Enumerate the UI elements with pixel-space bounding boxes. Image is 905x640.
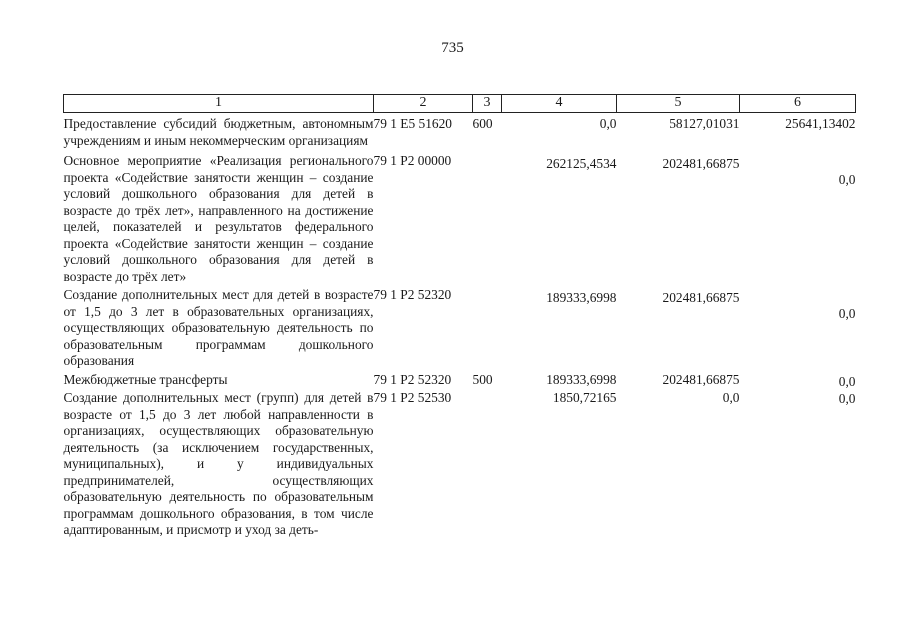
row-col5: 202481,66875: [662, 156, 740, 171]
table-header-row: [64, 95, 856, 113]
table-row: [64, 285, 856, 370]
table-row: [64, 151, 856, 285]
table-row: [64, 113, 856, 152]
row-description: Основное мероприятие «Реализация регионального проекта «Содействие занятости женщин – создание условий дошкольного образования для детей в возрасте до трёх лет», направленного на достижение целей, показателей и результатов федерального проекта «Содействие занятости женщин – создание условий дошкольного образования для детей в возрасте до трёх лет»: [63, 153, 374, 284]
table-row: [64, 370, 856, 391]
row-col6: 0,0: [838, 373, 856, 389]
row-col6: 0,0: [838, 172, 856, 187]
header-col-3: 3: [473, 95, 502, 113]
row-col6: 0,0: [838, 391, 856, 406]
row-col4: 262125,4534: [546, 156, 617, 171]
row-col5: 0,0: [722, 390, 740, 405]
row-description: Межбюджетные трансферты: [63, 371, 228, 387]
row-col4: 1850,72165: [552, 390, 617, 405]
row-code: 79 1 P2 52530: [373, 390, 452, 405]
row-vr: [473, 285, 502, 370]
row-code: 79 1 P2 00000: [373, 153, 452, 168]
row-vr: [473, 151, 502, 285]
row-col5: 58127,01031: [669, 116, 740, 131]
header-col-2: 2: [374, 95, 473, 113]
row-code: 79 1 E5 51620: [373, 116, 452, 131]
row-description: Создание дополнительных мест (групп) для детей в возрасте от 1,5 до 3 лет любой направленности в организациях, осуществляющих образовательную деятельность (за исключением государственных, муниципальных), и у индивидуальных предпринимателей, осуществляющих образовательную деятельность по образовательным программам дошкольного образования, в том числе адаптированным, и присмотр и уход за деть-: [63, 390, 374, 537]
page-number: 735: [441, 40, 464, 56]
row-col5: 202481,66875: [662, 290, 740, 305]
row-vr: 500: [472, 371, 493, 387]
row-description: Создание дополнительных мест для детей в возрасте от 1,5 до 3 лет в образовательных организациях, осуществляющих образовательную деятельность по образовательным программам дошкольного образования: [63, 287, 374, 368]
row-col5: 202481,66875: [662, 371, 740, 387]
row-col6: 25641,13402: [785, 116, 856, 131]
row-code: 79 1 P2 52320: [373, 287, 452, 302]
row-description: Предоставление субсидий бюджетным, автономным учреждениям и иным некоммерческим организациям: [63, 116, 374, 148]
row-code: 79 1 P2 52320: [373, 371, 452, 387]
budget-table: [63, 94, 856, 539]
row-col6: 0,0: [838, 306, 856, 321]
row-vr: 600: [472, 116, 493, 131]
header-col-4: 4: [502, 95, 617, 113]
row-vr: [473, 390, 502, 539]
row-col4: 189333,6998: [546, 371, 617, 387]
header-col-6: 6: [740, 95, 856, 113]
row-col4: 0,0: [599, 116, 617, 131]
row-col4: 189333,6998: [546, 290, 617, 305]
table-row: [64, 390, 856, 539]
header-col-5: 5: [617, 95, 740, 113]
header-col-1: 1: [64, 95, 374, 113]
